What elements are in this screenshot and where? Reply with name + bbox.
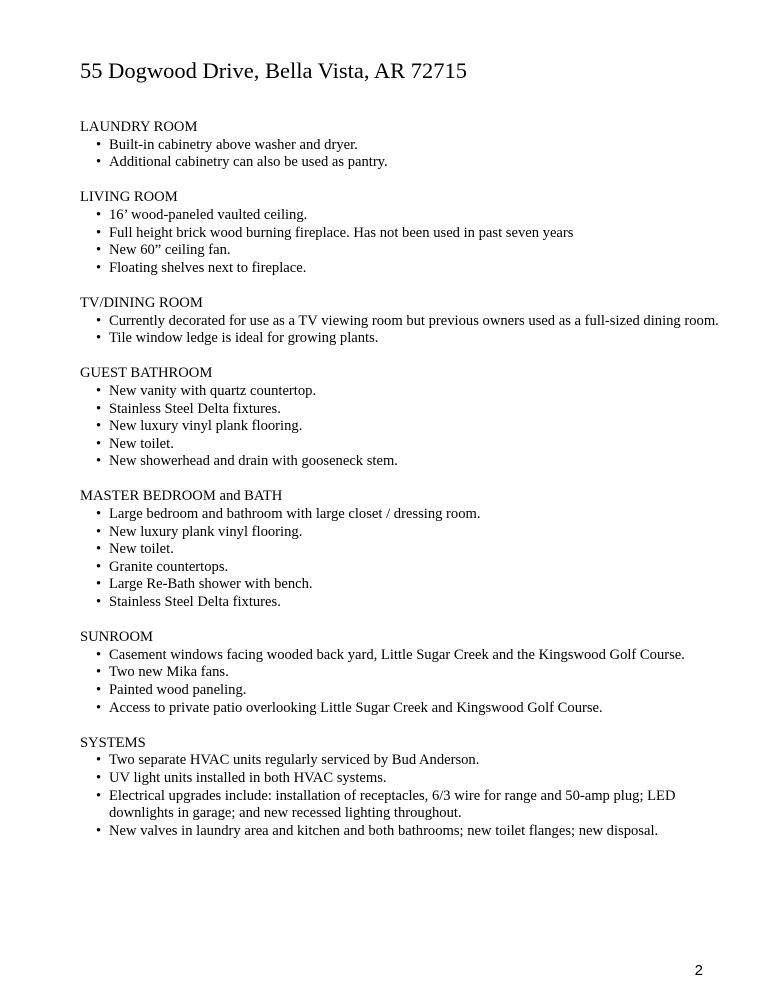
- list-item: • Currently decorated for use as a TV viewing room but previous owners used as a full-sized dining room.: [80, 313, 720, 331]
- section: [80, 365, 720, 471]
- list-item: • New showerhead and drain with gooseneck stem.: [80, 453, 720, 471]
- list-item: • 16’ wood-paneled vaulted ceiling.: [80, 207, 720, 225]
- list-item: • Tile window ledge is ideal for growing plants.: [80, 330, 720, 348]
- section-heading: MASTER BEDROOM and BATH: [80, 488, 283, 505]
- page-title: 55 Dogwood Drive, Bella Vista, AR 72715: [80, 58, 467, 83]
- section-heading: LAUNDRY ROOM: [80, 119, 198, 135]
- document-body: [80, 119, 720, 858]
- section-heading: TV/DINING ROOM: [80, 294, 203, 311]
- bullet-list: [80, 207, 720, 277]
- bullet-list: [80, 752, 720, 840]
- list-item: • Full height brick wood burning fireplace. Has not been used in past seven years: [80, 225, 720, 243]
- list-item: • Painted wood paneling.: [80, 682, 720, 700]
- section: [80, 488, 720, 611]
- list-item: • Floating shelves next to fireplace.: [80, 260, 720, 278]
- list-item: • Stainless Steel Delta fixtures.: [80, 594, 720, 612]
- list-item: • New toilet.: [80, 541, 720, 559]
- bullet-list: [80, 506, 720, 612]
- list-item: • New valves in laundry area and kitchen and both bathrooms; new toilet flanges; new disposal.: [80, 823, 720, 841]
- section: [80, 119, 720, 172]
- list-item: • New vanity with quartz countertop.: [80, 383, 720, 401]
- list-item: • Granite countertops.: [80, 559, 720, 577]
- list-item: • Large Re-Bath shower with bench.: [80, 576, 720, 594]
- bullet-list: [80, 313, 720, 348]
- list-item: • New 60” ceiling fan.: [80, 242, 720, 260]
- bullet-list: [80, 383, 720, 471]
- section-heading: LIVING ROOM: [80, 189, 178, 206]
- list-item: • Electrical upgrades include: installation of receptacles, 6/3 wire for range and 50-amp plug; LED downlights in garage; and new recessed lighting throughout.: [80, 788, 720, 823]
- list-item: • Two separate HVAC units regularly serviced by Bud Anderson.: [80, 752, 720, 770]
- section-heading: SYSTEMS: [80, 734, 146, 751]
- list-item: • Two new Mika fans.: [80, 664, 720, 682]
- list-item: • Large bedroom and bathroom with large closet / dressing room.: [80, 506, 720, 524]
- section-heading: SUNROOM: [80, 629, 153, 646]
- list-item: • Stainless Steel Delta fixtures.: [80, 401, 720, 419]
- list-item: • Access to private patio overlooking Little Sugar Creek and Kingswood Golf Course.: [80, 700, 720, 718]
- list-item: • Additional cabinetry can also be used as pantry.: [80, 154, 720, 172]
- list-item: • Built-in cabinetry above washer and dryer.: [80, 137, 720, 155]
- list-item: • UV light units installed in both HVAC systems.: [80, 770, 720, 788]
- list-item: • Casement windows facing wooded back yard, Little Sugar Creek and the Kingswood Golf Course.: [80, 647, 720, 665]
- section: [80, 735, 720, 841]
- section: [80, 629, 720, 717]
- list-item: • New luxury vinyl plank flooring.: [80, 418, 720, 436]
- list-item: • New toilet.: [80, 436, 720, 454]
- section: [80, 295, 720, 348]
- section-heading: GUEST BATHROOM: [80, 365, 213, 382]
- bullet-list: [80, 647, 720, 717]
- section: [80, 189, 720, 277]
- page-number: 2: [694, 962, 703, 979]
- bullet-list: [80, 137, 720, 172]
- list-item: • New luxury plank vinyl flooring.: [80, 524, 720, 542]
